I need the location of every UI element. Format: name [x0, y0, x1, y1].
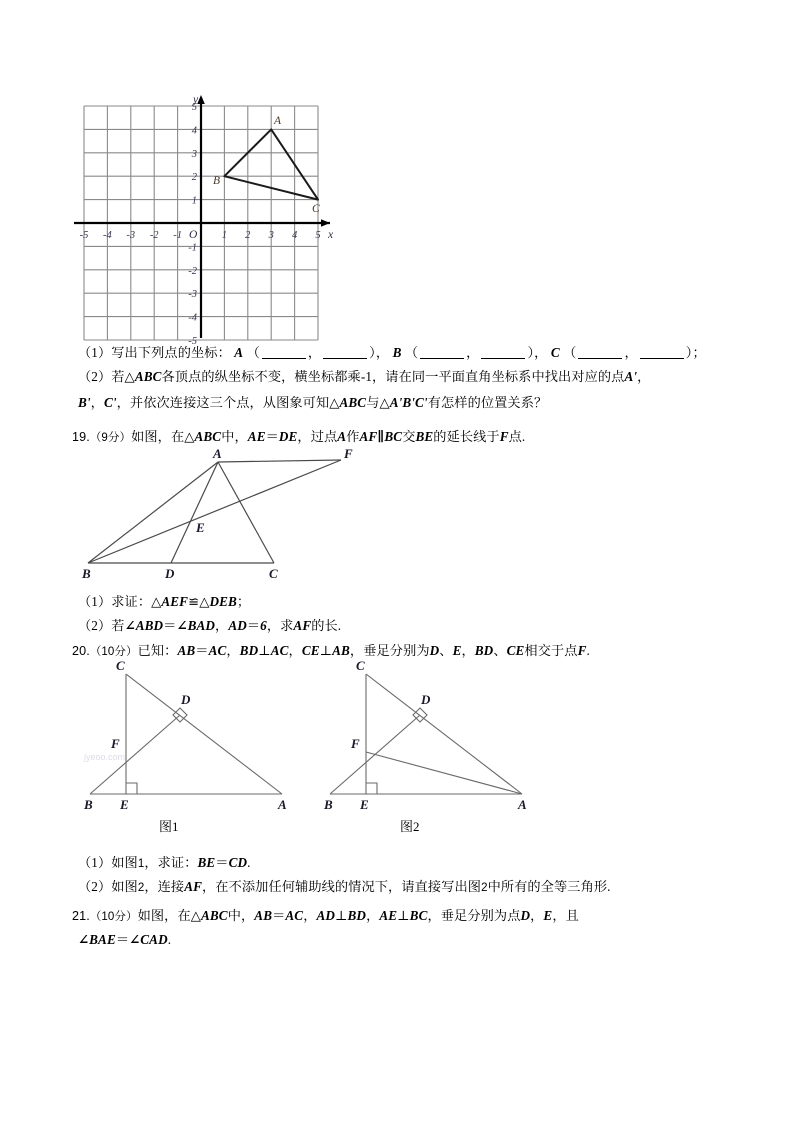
q20-p2-t1: ，连接 [144, 879, 185, 894]
q21-c2: ， [366, 908, 380, 923]
svg-text:-3: -3 [188, 289, 197, 301]
q18-p2l2-abc: ABC [339, 395, 367, 410]
q18-point-c: C [550, 345, 560, 360]
svg-text:5: 5 [191, 102, 197, 113]
paren-close-b: ） [527, 345, 535, 360]
q18-p2-abc: ABC [134, 369, 162, 384]
q20-p2-af: AF [184, 879, 203, 894]
svg-text:4: 4 [191, 125, 197, 137]
q20-p1-t1: ，求证： [144, 855, 198, 870]
q20-p2-figref2: 2 [481, 882, 488, 894]
q18-p2l2-abcprime: A'B'C' [389, 395, 428, 410]
q20-e: E [452, 643, 462, 658]
q19-p1-end: ； [236, 594, 251, 609]
q20-f1-label-e: E [120, 797, 129, 812]
q20-p1-figref: 1 [137, 858, 145, 870]
q20-p2-t3: ，在不添加任何辅助线的情况下，请直接写出图 [202, 879, 482, 894]
svg-text:2: 2 [245, 230, 251, 241]
q21-eq2: ＝ [115, 932, 130, 947]
q21-t15: ，垂足分别为点 [427, 908, 521, 923]
q20-c1: ， [226, 643, 240, 658]
answer-blank-ay[interactable] [323, 358, 367, 359]
svg-text:3: 3 [191, 148, 197, 160]
svg-text:1: 1 [221, 230, 228, 241]
q21-angle-cad: ∠CAD [129, 932, 168, 947]
q21-t3: 中， [227, 908, 255, 923]
q20-t21: 相交于点 [524, 643, 578, 658]
q20-fig1-svg [82, 652, 292, 812]
q20-dot1: 、 [439, 643, 453, 658]
q20-figure-1 [82, 652, 292, 812]
q20-ab2: AB [332, 643, 350, 658]
q21-perp1: ⊥ [335, 908, 348, 923]
svg-text:-4: -4 [103, 230, 112, 241]
q20-c2: ， [288, 643, 302, 658]
q20-f1-label-c: C [116, 658, 125, 673]
answer-blank-bx[interactable] [420, 358, 464, 359]
q19-p1-tri2: △ [199, 594, 210, 609]
right-angle-mark-e [126, 783, 137, 794]
y-tick-labels [188, 102, 198, 347]
q19-figure [78, 448, 378, 580]
q21-number: 21. [72, 909, 90, 923]
q20-part1 [78, 850, 251, 877]
answer-blank-ax[interactable] [262, 358, 306, 359]
q19-t9: 作 [346, 429, 360, 444]
point-label-b: B [213, 175, 221, 187]
q21-score: （10分） [89, 911, 138, 923]
svg-text:-4: -4 [188, 312, 197, 324]
q20-bd: BD [239, 643, 259, 658]
q18-p2-t3: 各顶点的纵坐标不变，横坐标都乘-1，请在同一平面直角坐标系中找出对应的点 [161, 369, 625, 384]
q20-bd2: BD [474, 643, 494, 658]
q21-t19: ，且 [552, 908, 579, 923]
q19-p1-prefix: （1）求证： [78, 594, 152, 609]
q19-p2-c1: ， [215, 618, 229, 633]
q20-p1-prefix: （1）如图 [78, 855, 138, 870]
q20-p1-period: . [247, 855, 251, 870]
q18-p2l2-t4: ，并依次连接这三个点，从图象可知△ [116, 395, 340, 410]
q18-p2l2-t8: 有怎样的位置关系？ [427, 395, 548, 410]
q20-fig2-caption: 图2 [400, 819, 420, 834]
q19-t7: ，过点 [297, 429, 338, 444]
sep-b: ， [534, 345, 548, 360]
q19-p2-angle-bad: ∠BAD [176, 618, 216, 633]
q21-angle-bae: ∠BAE [78, 932, 116, 947]
q21-stem-line1 [72, 903, 579, 930]
q19-af: AF [359, 429, 378, 444]
q19-label-f: F [344, 446, 353, 461]
q20-p1-cd: CD [228, 855, 248, 870]
q19-p2-prefix: （2）若 [78, 618, 125, 633]
q20-t13: ，垂足分别为 [349, 643, 430, 658]
watermark: jyeoo.com [84, 752, 126, 762]
comma-b: ， [466, 345, 480, 360]
q19-bc: BC [384, 429, 403, 444]
q19-abc: ABC [194, 429, 222, 444]
q21-period: . [167, 932, 172, 947]
svg-text:-1: -1 [173, 230, 182, 241]
q19-p2-eq2: ＝ [246, 618, 261, 633]
q20-dot2: 、 [493, 643, 507, 658]
svg-text:4: 4 [291, 230, 298, 241]
point-label-a: A [274, 115, 282, 127]
q18-p2l2-t2: ， [90, 395, 104, 410]
q20-ac: AC [208, 643, 227, 658]
q19-p1-deb: DEB [209, 594, 237, 609]
paren-close-a: ） [369, 345, 376, 360]
q19-p2-six: 6 [260, 618, 267, 633]
svg-text:-5: -5 [188, 336, 197, 347]
q19-stem [72, 424, 525, 451]
q20-f1-label-f: F [111, 736, 120, 751]
q19-label-b: B [82, 566, 91, 581]
svg-text:-2: -2 [188, 265, 197, 277]
q19-t17: 点. [508, 429, 526, 444]
q19-label-d: D [165, 566, 175, 581]
q20-p2-t4: 中所有的全等三角形. [487, 879, 611, 894]
q18-part1 [78, 340, 706, 366]
origin-label: O [189, 229, 198, 241]
end-semicolon: ； [692, 345, 706, 360]
q19-a: A [337, 429, 347, 444]
comma-c: ， [624, 345, 638, 360]
q19-p2-eq1: ＝ [163, 618, 177, 633]
coordinate-plane-svg [72, 92, 342, 347]
q20-p2-figref: 2 [137, 882, 145, 894]
q20-t23: . [586, 643, 590, 658]
q19-p2-ad: AD [228, 618, 247, 633]
q21-abc: ABC [201, 908, 228, 923]
svg-text:3: 3 [268, 230, 274, 241]
q21-bd: BD [347, 908, 367, 923]
x-axis-label: x [328, 229, 334, 241]
q20-eq1: ＝ [195, 643, 209, 658]
q20-fig1-caption: 图1 [159, 819, 179, 834]
axes [74, 95, 330, 338]
q18-p2-t5: ， [637, 369, 651, 384]
answer-blank-cx[interactable] [578, 358, 622, 359]
q19-t1: 如图，在△ [131, 429, 195, 444]
q18-p2-t1: （2）若△ [78, 369, 135, 384]
svg-text:-3: -3 [126, 230, 136, 241]
q21-ad: AD [316, 908, 336, 923]
q21-stem-line2 [78, 927, 171, 953]
q20-f2-label-c: C [356, 658, 365, 673]
svg-text:1: 1 [191, 195, 197, 207]
q20-f1-label-b: B [84, 797, 93, 812]
answer-blank-cy[interactable] [640, 358, 684, 359]
q19-label-e: E [196, 520, 205, 535]
q20-ac2: AC [270, 643, 289, 658]
q19-label-a: A [213, 446, 222, 461]
answer-blank-by[interactable] [481, 358, 525, 359]
q19-parallel: ∥ [377, 429, 385, 444]
q20-t1: 已知： [137, 643, 178, 658]
q19-part1 [78, 589, 250, 615]
q20-part2 [78, 874, 611, 901]
q18-point-b: B [392, 345, 402, 360]
q19-lines [88, 460, 341, 563]
q18-part1-prefix: （1）写出下列点的坐标： [78, 345, 231, 360]
q19-de: DE [278, 429, 298, 444]
q18-p2-aprime: A' [624, 369, 638, 384]
q20-perp1: ⊥ [258, 643, 271, 658]
svg-text:5: 5 [315, 230, 321, 241]
q21-bc: BC [409, 908, 428, 923]
paren-open-b: （ [404, 345, 419, 360]
q20-figure-2 [322, 652, 532, 812]
point-label-c: C [312, 203, 320, 215]
q20-ce2: CE [506, 643, 525, 658]
q19-figure-svg [78, 448, 378, 580]
q20-f2-label-f: F [351, 736, 360, 751]
q19-f: F [499, 429, 509, 444]
q19-part2 [78, 613, 341, 639]
q20-ce: CE [301, 643, 320, 658]
q21-e: E [543, 908, 553, 923]
q19-p1-tri1: △ [151, 594, 162, 609]
q19-p2-angle-abd: ∠ABD [124, 618, 164, 633]
q18-part2-line2 [78, 390, 547, 416]
q19-p2-af: AF [293, 618, 312, 633]
svg-text:-5: -5 [79, 230, 89, 241]
q21-c1: ， [303, 908, 317, 923]
q19-p1-cong: ≌ [188, 594, 200, 609]
y-axis-label: y [193, 94, 199, 106]
q19-score: （9分） [89, 432, 132, 444]
q20-d: D [429, 643, 440, 658]
q19-p2-t10: 的长. [311, 618, 342, 633]
q20-f1-label-a: A [278, 797, 287, 812]
q20-number: 20. [72, 644, 90, 658]
q19-t13: 交 [402, 429, 416, 444]
q21-ae: AE [379, 908, 398, 923]
q20-f1-label-d: D [181, 692, 191, 707]
svg-text:2: 2 [191, 172, 197, 184]
q20-f2-label-e: E [360, 797, 369, 812]
q20-p1-eq: ＝ [215, 855, 229, 870]
q20-p2-prefix: （2）如图 [78, 879, 138, 894]
q19-ae: AE [247, 429, 266, 444]
q19-p1-aef: AEF [161, 594, 189, 609]
q19-number: 19. [72, 430, 90, 444]
q18-p2l2-t6: 与△ [366, 395, 390, 410]
q20-ab: AB [177, 643, 196, 658]
q20-fig2-svg [322, 652, 532, 812]
svg-text:-1: -1 [188, 242, 197, 254]
sep-a: ， [375, 345, 390, 360]
q18-part2-line1 [78, 364, 650, 390]
right-angle-mark-e [366, 783, 377, 794]
q18-p2-bprime: B' [78, 395, 91, 410]
q19-label-c: C [269, 566, 278, 581]
q20-f: F [577, 643, 587, 658]
svg-text:-2: -2 [149, 230, 159, 241]
q21-d: D [520, 908, 531, 923]
q21-eq1: ＝ [272, 908, 286, 923]
q18-point-a: A [234, 345, 244, 360]
paren-close-c: ） [685, 345, 693, 360]
q20-p1-be: BE [197, 855, 216, 870]
q20-f2-label-a: A [518, 797, 527, 812]
q19-t15: 的延长线于 [433, 429, 500, 444]
q21-ab: AB [254, 908, 273, 923]
q18-p2-cprime: C' [103, 395, 117, 410]
q20-perp2: ⊥ [319, 643, 333, 658]
q19-eq1: ＝ [265, 429, 279, 444]
q19-p2-t8: ，求 [266, 618, 294, 633]
q21-ac: AC [285, 908, 304, 923]
q19-be: BE [415, 429, 434, 444]
q20-score: （10分） [89, 646, 138, 658]
q21-perp2: ⊥ [397, 908, 410, 923]
q20-c3: ， [461, 643, 475, 658]
q21-c3: ， [530, 908, 544, 923]
q20-f2-label-d: D [421, 692, 431, 707]
q20-f2-label-b: B [324, 797, 333, 812]
paren-open-c: （ [563, 345, 577, 360]
q19-t3: 中， [221, 429, 248, 444]
figure-coordinate-plane [72, 92, 342, 347]
q21-t1: 如图，在△ [137, 908, 202, 923]
comma-a: ， [307, 345, 322, 360]
paren-open-a: （ [246, 345, 260, 360]
